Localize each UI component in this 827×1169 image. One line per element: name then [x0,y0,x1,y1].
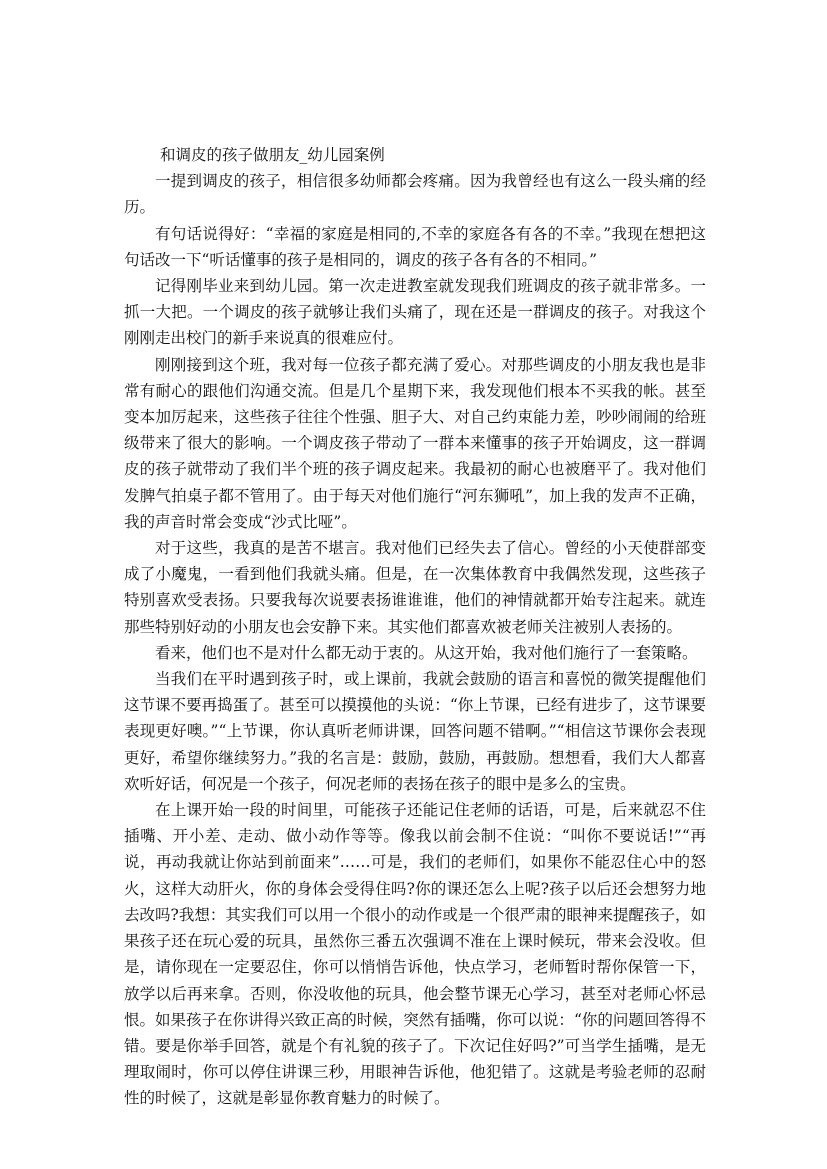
paragraph-8: 在上课开始一段的时间里，可能孩子还能记住老师的话语，可是，后来就忍不住插嘴、开小差、走动、做小动作等等。像我以前会制不住说：“叫你不要说话!”“再说，再动我就让你站到前面来”……可是，我们的老师们，如果你不能忍住心中的怒火，这样大动肝火，你的身体会受得住吗?你的课还怎么上呢?孩子以后还会想努力地去改吗?我想：其实我们可以用一个很小的动作或是一个很严肃的眼神来提醒孩子，如果孩子还在玩心爱的玩具，虽然你三番五次强调不准在上课时候玩，带来会没收。但是，请你现在一定要忍住，你可以悄悄告诉他，快点学习，老师暂时帮你保管一下，放学以后再来拿。否则，你没收他的玩具，他会整节课无心学习，甚至对老师心怀忌恨。如果孩子在你讲得兴致正高的时候，突然有插嘴，你可以说：“你的问题回答得不错。要是你举手回答，就是个有礼貌的孩子了。下次记住好吗?”可当学生插嘴，是无理取闹时，你可以停住讲课三秒，用眼神告诉他，他犯错了。这就是考验老师的忍耐性的时候了，这就是彰显你教育魅力的时候了。 [124,801,706,1108]
paragraph-5: 对于这些，我真的是苦不堪言。我对他们已经失去了信心。曾经的小天使群部变成了小魔鬼，一看到他们我就头痛。但是，在一次集体教育中我偶然发现，这些孩子特别喜欢受表扬。只要我每次说要表扬谁谁谁，他们的神情就都开始专注起来。就连那些特别好动的小朋友也会安静下来。其实他们都喜欢被老师关注被别人表扬的。 [124,539,706,636]
paragraph-2: 有句话说得好：“幸福的家庭是相同的,不幸的家庭各有各的不幸。”我现在想把这句话改一下“听话懂事的孩子是相同的，调皮的孩子各有各的不相同。” [124,224,706,269]
paragraph-7: 当我们在平时遇到孩子时，或上课前，我就会鼓励的语言和喜悦的微笑提醒他们这节课不要再捣蛋了。甚至可以摸摸他的头说：“你上节课，已经有进步了，这节课要表现更好噢。”“上节课，你认真听老师讲课，回答问题不错啊。”“相信这节课你会表现更好，希望你继续努力。”我的名言是：鼓励，鼓励，再鼓励。想想看，我们大人都喜欢听好话，何况是一个孩子，何况老师的表扬在孩子的眼中是多么的宝贵。 [124,670,706,793]
paragraph-1: 一提到调皮的孩子，相信很多幼师都会疼痛。因为我曾经也有这么一段头痛的经历。 [124,172,706,217]
document-page [124,142,706,1112]
document-title: 和调皮的孩子做朋友_幼儿园案例 [160,146,385,164]
paragraph-3: 记得刚毕业来到幼儿园。第一次走进教室就发现我们班调皮的孩子就非常多。一抓一大把。一个调皮的孩子就够让我们头痛了，现在还是一群调皮的孩子。对我这个刚刚走出校门的新手来说真的很难应付。 [124,277,706,348]
paragraph-4: 刚刚接到这个班，我对每一位孩子都充满了爱心。对那些调皮的小朋友我也是非常有耐心的跟他们沟通交流。但是几个星期下来，我发现他们根本不买我的帐。甚至变本加厉起来，这些孩子往往个性强、胆子大、对自己约束能力差，吵吵闹闹的给班级带来了很大的影响。一个调皮孩子带动了一群本来懂事的孩子开始调皮，这一群调皮的孩子就带动了我们半个班的孩子调皮起来。我最初的耐心也被磨平了。我对他们发脾气拍桌子都不管用了。由于每天对他们施行“河东狮吼”，加上我的发声不正确，我的声音时常会变成“沙式比哑”。 [124,355,706,531]
paragraph-6: 看来，他们也不是对什么都无动于衷的。从这开始，我对他们施行了一套策略。 [155,643,698,662]
